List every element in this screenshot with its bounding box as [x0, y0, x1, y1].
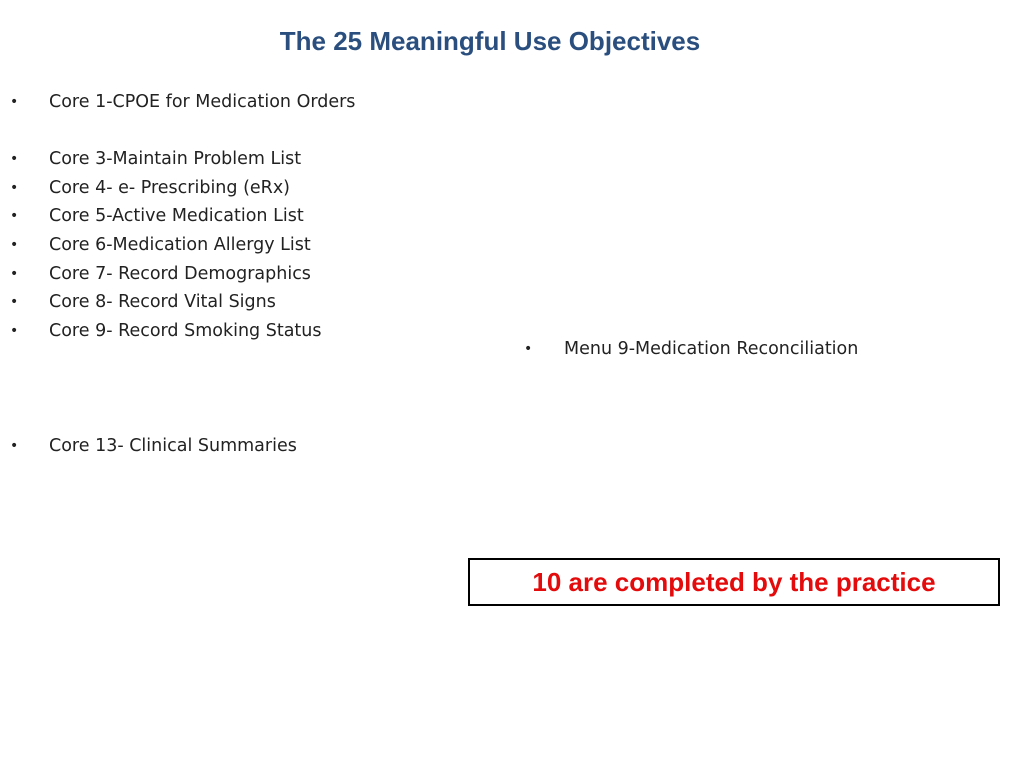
list-item-text: Core 9- Record Smoking Status [49, 321, 322, 341]
list-item-text: Core 1-CPOE for Medication Orders [49, 92, 356, 112]
bullet: • [10, 438, 19, 454]
list-item-text: Core 3-Maintain Problem List [49, 149, 302, 169]
list-item-text: Core 5-Active Medication List [49, 206, 304, 226]
bullet: • [10, 323, 19, 339]
callout-box [468, 558, 1000, 606]
bullet: • [10, 151, 19, 167]
list-item-text: Core 6-Medication Allergy List [49, 235, 311, 255]
bullet: • [10, 294, 19, 310]
callout-text: 10 are completed by the practice [532, 566, 936, 597]
list-item-text: Menu 9-Medication Reconciliation [564, 339, 859, 359]
bullet: • [10, 208, 19, 224]
bullet: • [10, 94, 19, 110]
bullet: • [10, 237, 19, 253]
bullet: • [10, 180, 19, 196]
bullet: • [10, 266, 19, 282]
list-item-text: Core 4- e- Prescribing (eRx) [49, 178, 291, 198]
list-item-text: Core 13- Clinical Summaries [49, 436, 297, 456]
bullet: • [524, 341, 533, 357]
list-item-text: Core 7- Record Demographics [49, 264, 311, 284]
slide-title: The 25 Meaningful Use Objectives [279, 26, 701, 56]
list-item-text: Core 8- Record Vital Signs [49, 292, 276, 312]
